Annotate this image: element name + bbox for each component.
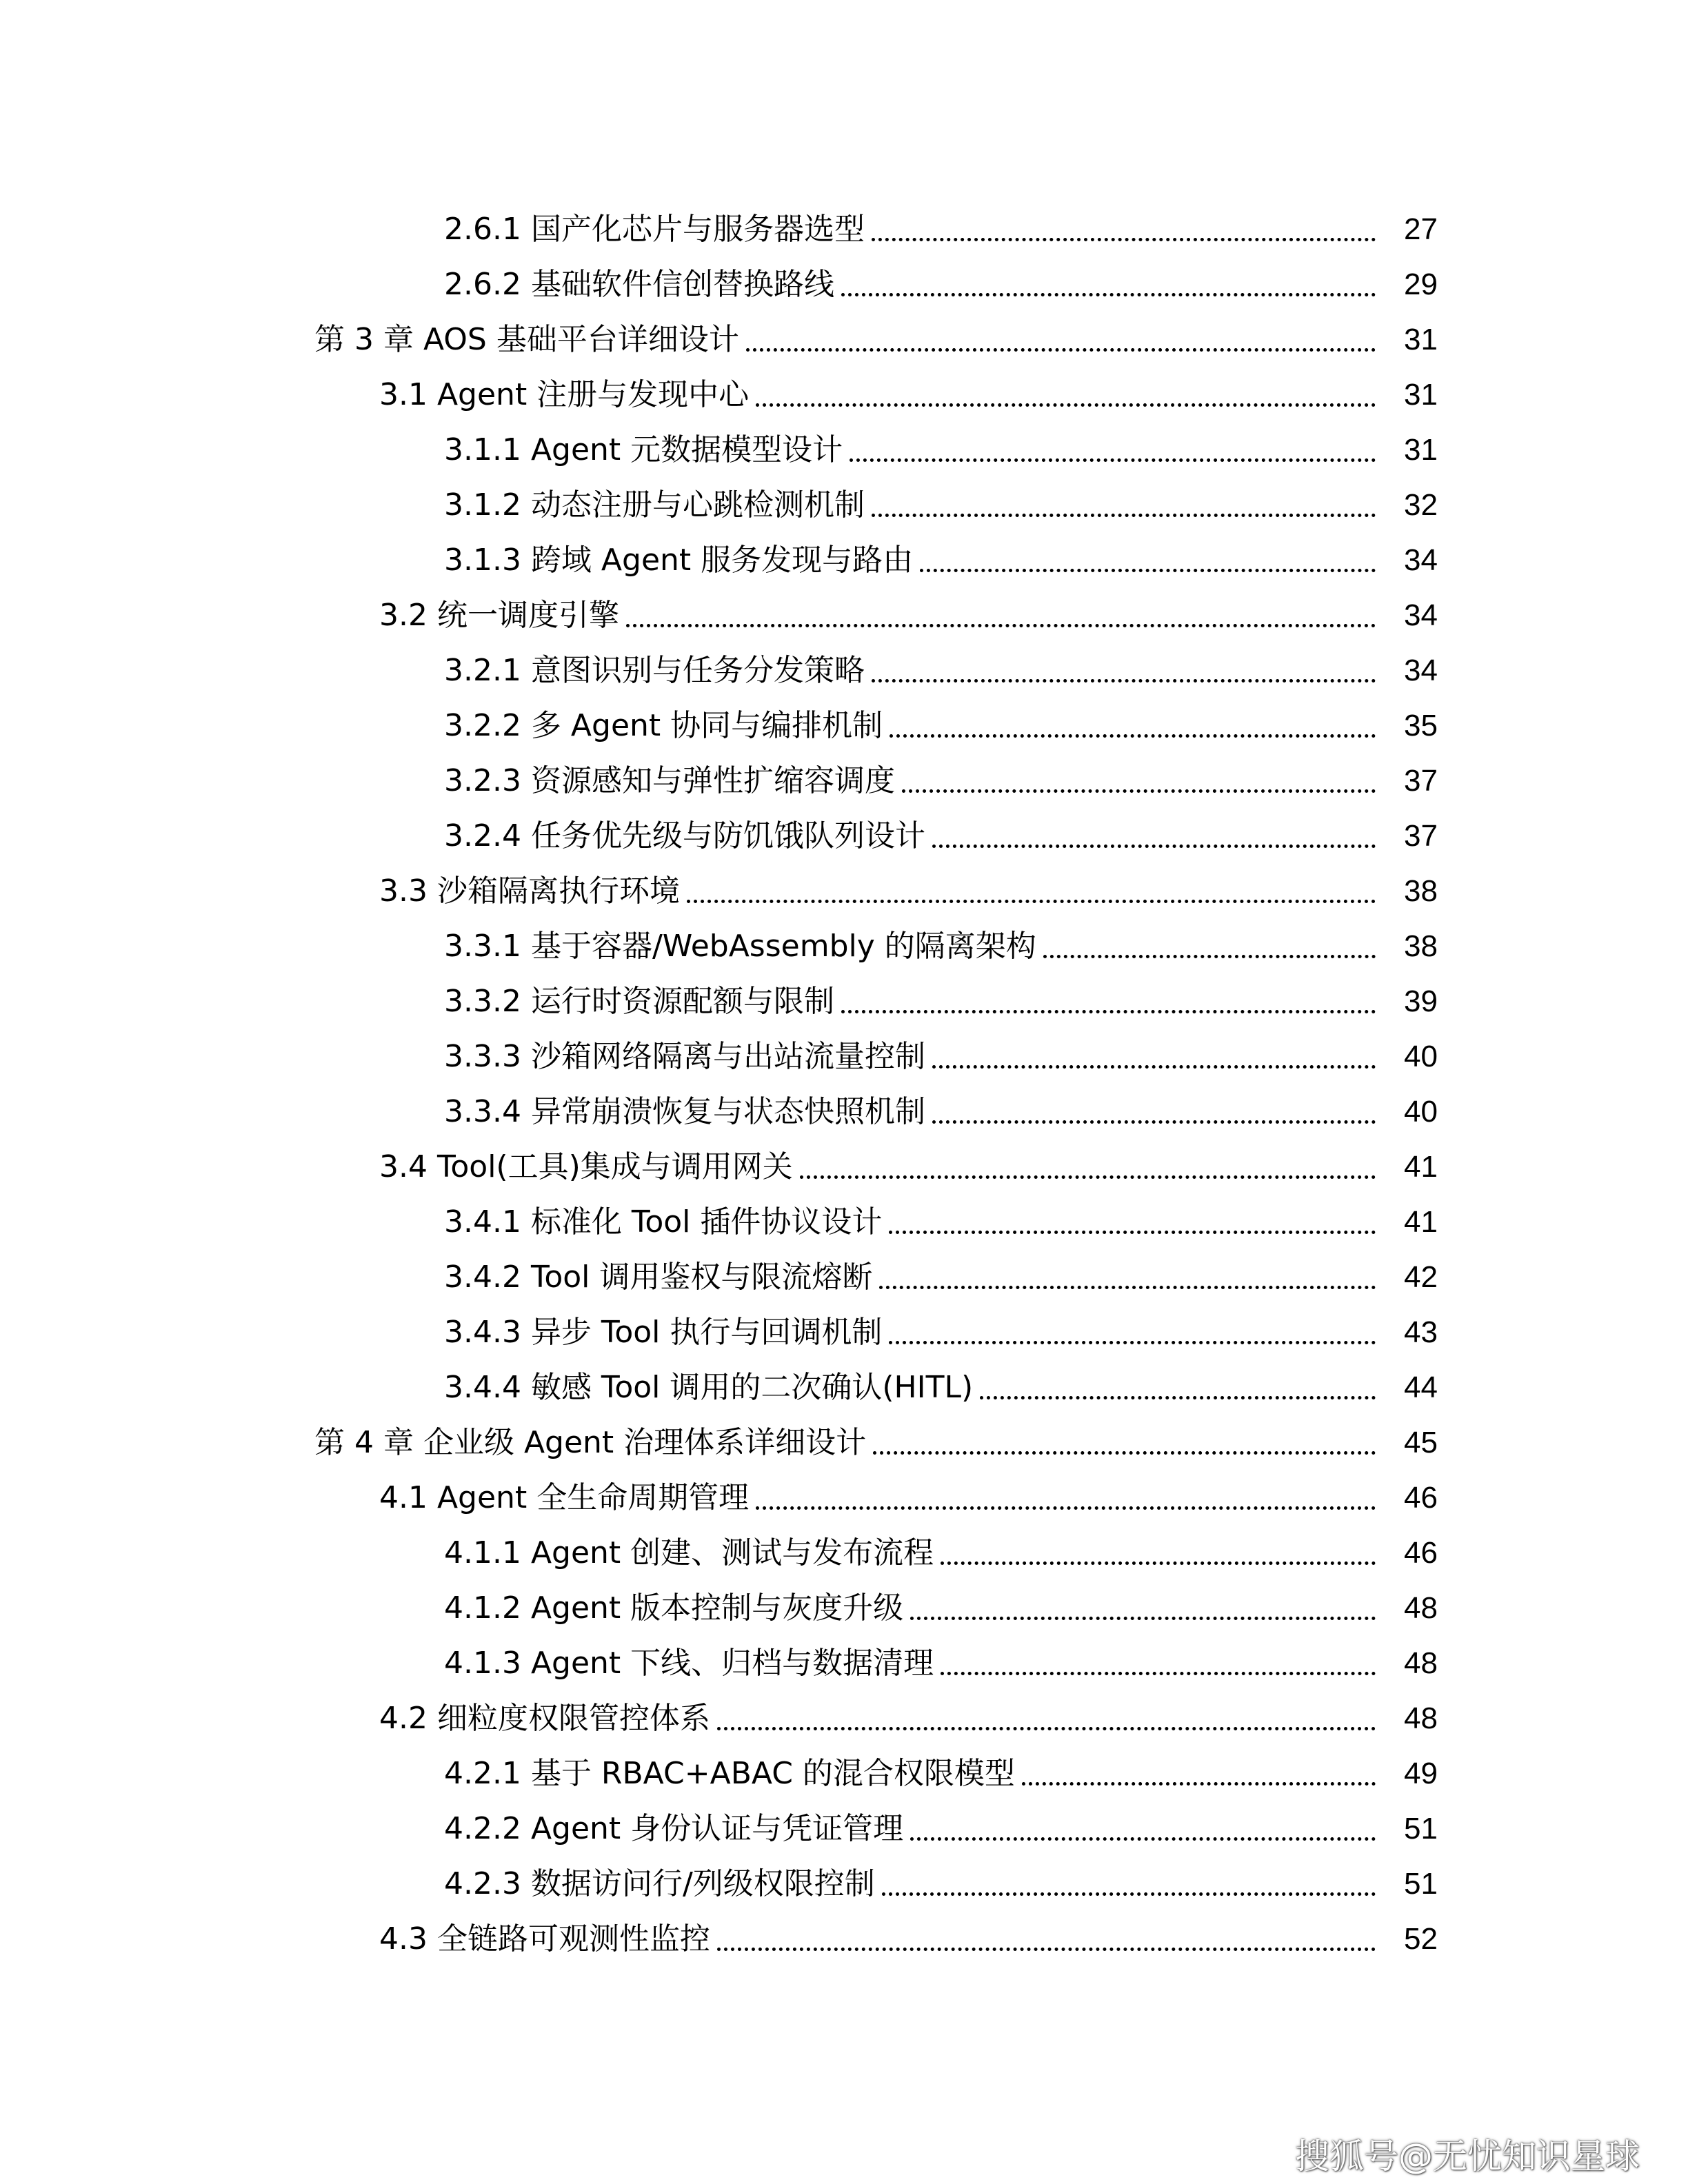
toc-entry-title: 3.2.4 任务优先级与防饥饿队列设计 (444, 818, 925, 853)
toc-entry-title: 4.1.1 Agent 创建、测试与发布流程 (444, 1535, 934, 1570)
toc-entry-title: 3.4.4 敏感 Tool 调用的二次确认(HITL) (444, 1370, 974, 1405)
toc-entry-page-number: 51 (1404, 1867, 1438, 1901)
toc-entry-title: 3.3.4 异常崩溃恢复与状态快照机制 (444, 1094, 925, 1129)
toc-entry-title: 第 3 章 AOS 基础平台详细设计 (314, 322, 739, 357)
toc-entry[interactable] (0, 1691, 1688, 1746)
toc-entry-page-number: 42 (1404, 1260, 1438, 1294)
toc-entry-page-number: 46 (1404, 1481, 1438, 1515)
toc-entry-title: 3.3.2 运行时资源配额与限制 (444, 984, 834, 1019)
toc-entry[interactable] (0, 1801, 1688, 1857)
toc-entry[interactable] (0, 478, 1688, 533)
toc-entry[interactable] (0, 1581, 1688, 1636)
toc-dot-leader (941, 1561, 1376, 1565)
toc-dot-leader (746, 348, 1376, 352)
toc-dot-leader (889, 1231, 1376, 1234)
toc-entry-page-number: 48 (1404, 1646, 1438, 1680)
toc-entry-title: 4.2.1 基于 RBAC+ABAC 的混合权限模型 (444, 1756, 1015, 1791)
toc-entry-title: 3.1.3 跨域 Agent 服务发现与路由 (444, 543, 914, 578)
toc-entry-title: 3.1 Agent 注册与发现中心 (379, 377, 750, 412)
toc-dot-leader (841, 1010, 1376, 1013)
toc-entry[interactable] (0, 809, 1688, 864)
toc-entry[interactable] (0, 864, 1688, 919)
toc-entry-page-number: 34 (1404, 654, 1438, 687)
toc-entry-title: 3.3.1 基于容器/WebAssembly 的隔离架构 (444, 929, 1036, 964)
toc-dot-leader (902, 789, 1376, 793)
toc-entry-page-number: 34 (1404, 598, 1438, 632)
toc-entry[interactable] (0, 1746, 1688, 1801)
toc-dot-leader (932, 1120, 1376, 1124)
toc-dot-leader (1043, 955, 1376, 958)
toc-dot-leader (626, 624, 1376, 627)
toc-entry[interactable] (0, 1857, 1688, 1912)
toc-entry-page-number: 31 (1404, 433, 1438, 467)
toc-entry-page-number: 41 (1404, 1205, 1438, 1239)
toc-dot-leader (841, 293, 1376, 296)
toc-entry-title: 4.1.3 Agent 下线、归档与数据清理 (444, 1646, 934, 1681)
toc-entry-page-number: 29 (1404, 267, 1438, 301)
toc-entry-title: 4.2.2 Agent 身份认证与凭证管理 (444, 1811, 904, 1846)
toc-entry-title: 3.1.1 Agent 元数据模型设计 (444, 432, 843, 467)
watermark-text: 搜狐号@无忧知识星球 (1295, 2136, 1640, 2176)
toc-entry-page-number: 38 (1404, 874, 1438, 908)
toc-entry[interactable] (0, 1250, 1688, 1305)
toc-entry[interactable] (0, 643, 1688, 698)
toc-entry-title: 2.6.1 国产化芯片与服务器选型 (444, 212, 865, 247)
toc-entry-title: 3.4.2 Tool 调用鉴权与限流熔断 (444, 1260, 873, 1295)
toc-entry-page-number: 31 (1404, 378, 1438, 412)
toc-dot-leader (756, 1506, 1376, 1510)
toc-entry[interactable] (0, 257, 1688, 312)
toc-entry[interactable] (0, 1415, 1688, 1470)
toc-dot-leader (1022, 1782, 1376, 1786)
toc-dot-leader (910, 1617, 1376, 1620)
toc-entry-title: 2.6.2 基础软件信创替换路线 (444, 267, 834, 302)
toc-entry-title: 3.1.2 动态注册与心跳检测机制 (444, 487, 865, 523)
toc-entry-page-number: 40 (1404, 1040, 1438, 1073)
toc-entry-page-number: 45 (1404, 1426, 1438, 1459)
toc-entry-page-number: 46 (1404, 1536, 1438, 1570)
toc-entry-page-number: 32 (1404, 488, 1438, 522)
toc-entry-title: 3.2.1 意图识别与任务分发策略 (444, 653, 865, 688)
toc-dot-leader (872, 679, 1376, 682)
toc-entry-page-number: 37 (1404, 819, 1438, 853)
toc-dot-leader (879, 1286, 1376, 1289)
toc-entry[interactable] (0, 1912, 1688, 1967)
toc-entry-title: 3.3 沙箱隔离执行环境 (379, 873, 680, 909)
toc-entry-title: 3.4.3 异步 Tool 执行与回调机制 (444, 1315, 883, 1350)
toc-dot-leader (932, 1065, 1376, 1069)
toc-entry[interactable] (0, 1029, 1688, 1084)
toc-entry-page-number: 37 (1404, 764, 1438, 798)
toc-entry-page-number: 27 (1404, 212, 1438, 246)
toc-entry-page-number: 35 (1404, 709, 1438, 742)
toc-entry-title: 4.2 细粒度权限管控体系 (379, 1701, 710, 1736)
toc-entry[interactable] (0, 1140, 1688, 1195)
toc-dot-leader (889, 1341, 1376, 1344)
toc-dot-leader (756, 403, 1376, 407)
toc-dot-leader (910, 1837, 1376, 1841)
toc-entry-page-number: 31 (1404, 323, 1438, 356)
toc-entry-title: 3.4.1 标准化 Tool 插件协议设计 (444, 1204, 883, 1240)
toc-dot-leader (717, 1727, 1376, 1730)
toc-entry-title: 3.2 统一调度引擎 (379, 598, 619, 633)
toc-entry-page-number: 49 (1404, 1757, 1438, 1790)
toc-entry-page-number: 48 (1404, 1591, 1438, 1625)
toc-entry[interactable] (0, 1360, 1688, 1415)
toc-entry[interactable] (0, 698, 1688, 754)
toc-entry-title: 3.4 Tool(工具)集成与调用网关 (379, 1149, 793, 1184)
toc-entry[interactable] (0, 423, 1688, 478)
toc-dot-leader (980, 1396, 1376, 1399)
toc-dot-leader (920, 569, 1376, 572)
toc-dot-leader (941, 1672, 1376, 1675)
toc-entry-page-number: 41 (1404, 1150, 1438, 1184)
toc-entry[interactable] (0, 312, 1688, 367)
toc-dot-leader (890, 734, 1376, 738)
toc-entry-page-number: 40 (1404, 1095, 1438, 1129)
toc-entry[interactable] (0, 754, 1688, 809)
toc-entry-title: 4.1.2 Agent 版本控制与灰度升级 (444, 1590, 904, 1626)
toc-dot-leader (687, 900, 1376, 903)
toc-entry-title: 3.2.3 资源感知与弹性扩缩容调度 (444, 763, 895, 798)
toc-entry-page-number: 34 (1404, 543, 1438, 577)
toc-entry[interactable] (0, 919, 1688, 974)
toc-dot-leader (872, 514, 1376, 517)
toc-entry-page-number: 38 (1404, 929, 1438, 963)
toc-dot-leader (800, 1175, 1376, 1179)
toc-entry[interactable] (0, 202, 1688, 257)
table-of-contents (0, 202, 1688, 1967)
toc-entry[interactable] (0, 1636, 1688, 1691)
toc-dot-leader (882, 1892, 1376, 1896)
toc-entry[interactable] (0, 1084, 1688, 1140)
toc-entry-title: 4.3 全链路可观测性监控 (379, 1921, 710, 1957)
toc-entry-title: 4.2.3 数据访问行/列级权限控制 (444, 1866, 875, 1901)
toc-entry-page-number: 39 (1404, 984, 1438, 1018)
toc-entry[interactable] (0, 1195, 1688, 1250)
toc-entry[interactable] (0, 533, 1688, 588)
toc-entry-page-number: 52 (1404, 1922, 1438, 1956)
toc-entry[interactable] (0, 1305, 1688, 1360)
toc-entry-page-number: 43 (1404, 1315, 1438, 1349)
toc-entry-page-number: 51 (1404, 1812, 1438, 1846)
toc-entry-title: 3.2.2 多 Agent 协同与编排机制 (444, 708, 883, 743)
toc-dot-leader (717, 1948, 1376, 1951)
toc-entry-title: 3.3.3 沙箱网络隔离与出站流量控制 (444, 1039, 925, 1074)
toc-dot-leader (872, 238, 1376, 241)
toc-dot-leader (932, 845, 1376, 848)
toc-entry[interactable] (0, 1526, 1688, 1581)
toc-entry[interactable] (0, 367, 1688, 423)
toc-dot-leader (873, 1451, 1376, 1455)
toc-dot-leader (850, 458, 1376, 462)
toc-entry-page-number: 44 (1404, 1371, 1438, 1404)
toc-entry-title: 第 4 章 企业级 Agent 治理体系详细设计 (314, 1425, 867, 1460)
toc-entry[interactable] (0, 974, 1688, 1029)
toc-entry-page-number: 48 (1404, 1701, 1438, 1735)
toc-entry[interactable] (0, 588, 1688, 643)
toc-entry-title: 4.1 Agent 全生命周期管理 (379, 1480, 750, 1515)
toc-entry[interactable] (0, 1470, 1688, 1526)
